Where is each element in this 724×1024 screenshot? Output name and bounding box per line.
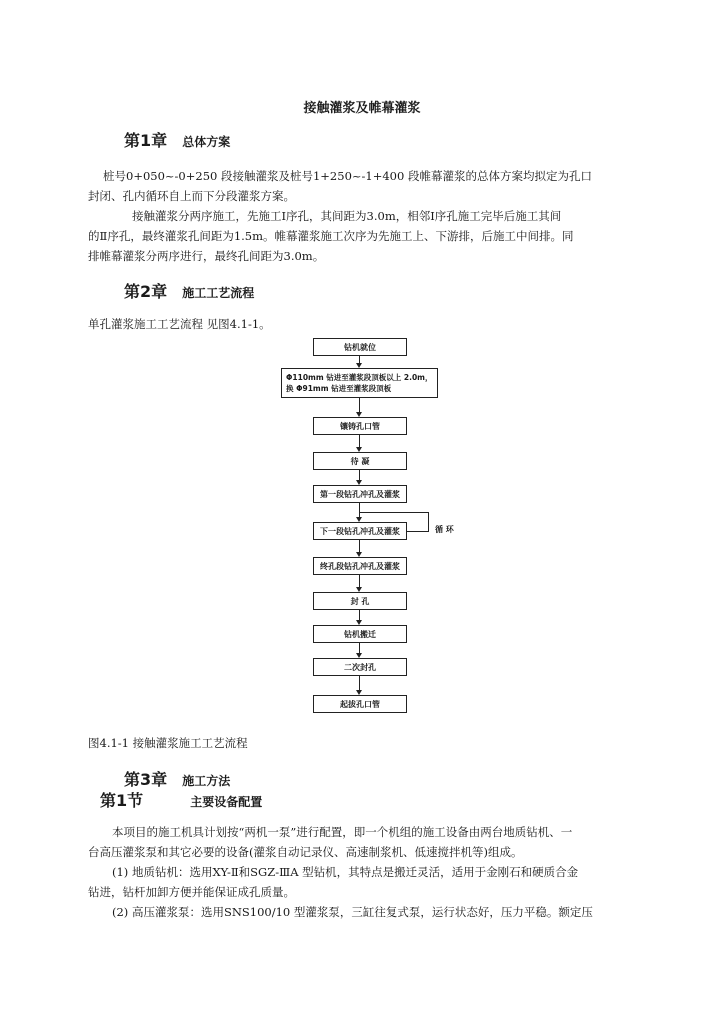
chapter-1-line-2: 封闭、孔内循环自上而下分段灌浆方案。 bbox=[88, 189, 295, 203]
figure-caption: 图4.1-1 接触灌浆施工工艺流程 bbox=[88, 736, 248, 750]
section-1-line-1: 本项目的施工机具计划按“两机一泵”进行配置，即一个机组的施工设备由两台地质钻机、一 bbox=[112, 825, 573, 839]
chapter-3-title: 施工方法 bbox=[182, 774, 231, 788]
chapter-3-heading bbox=[124, 767, 230, 790]
chapter-2-intro: 单孔灌浆施工工艺流程 见图4.1-1。 bbox=[88, 317, 271, 331]
chapter-1-line-4: 的Ⅱ序孔，最终灌浆孔间距为1.5m。帷幕灌浆施工次序为先施工上、下游排，后施工中间排。同 bbox=[88, 229, 574, 243]
chapter-2-number: 第2章 bbox=[124, 282, 168, 301]
loop-line-bottom bbox=[407, 531, 429, 532]
chapter-1-title: 总体方案 bbox=[182, 135, 231, 149]
flow-step-10: 二次封孔 bbox=[313, 658, 407, 676]
chapter-2-heading bbox=[124, 279, 254, 302]
flow-step-1: 钻机就位 bbox=[313, 338, 407, 356]
section-1-title: 主要设备配置 bbox=[190, 795, 263, 809]
chapter-3-number: 第3章 bbox=[124, 770, 168, 789]
flow-step-7: 终孔段钻孔冲孔及灌浆 bbox=[313, 557, 407, 575]
section-1-line-2: 台高压灌浆泵和其它必要的设备(灌浆自动记录仪、高速制浆机、低速搅拌机等)组成。 bbox=[88, 845, 523, 859]
flow-step-11: 起拔孔口管 bbox=[313, 695, 407, 713]
flow-step-4: 待 凝 bbox=[313, 452, 407, 470]
flow-step-9: 钻机搬迁 bbox=[313, 625, 407, 643]
flow-step-3: 镶铸孔口管 bbox=[313, 417, 407, 435]
section-1-heading bbox=[100, 788, 262, 811]
flow-step-2 bbox=[281, 368, 438, 398]
loop-line-top bbox=[360, 512, 429, 513]
flow-step-8: 封 孔 bbox=[313, 592, 407, 610]
flow-step-2-line-2: 换 Φ91mm 钻进至灌浆段顶板 bbox=[286, 384, 392, 393]
section-1-line-4: 钻进，钻杆加卸方便并能保证成孔质量。 bbox=[88, 885, 295, 899]
flow-step-5: 第一段钻孔冲孔及灌浆 bbox=[313, 485, 407, 503]
loop-label: 循 环 bbox=[435, 525, 454, 534]
chapter-1-line-3: 接触灌浆分两序施工，先施工Ⅰ序孔，其间距为3.0m，相邻Ⅰ序孔施工完毕后施工其间 bbox=[132, 209, 562, 223]
chapter-1-line-1: 桩号0+050~-0+250 段接触灌浆及桩号1+250~-1+400 段帷幕灌浆的总体方案均拟定为孔口 bbox=[103, 169, 592, 183]
chapter-1-heading bbox=[124, 128, 230, 151]
loop-line-vertical bbox=[428, 512, 429, 532]
flow-step-2-line-1: Φ110mm 钻进至灌浆段顶板以上 2.0m， bbox=[286, 373, 433, 382]
flow-step-6: 下一段钻孔冲孔及灌浆 bbox=[313, 522, 407, 540]
document-title: 接触灌浆及帷幕灌浆 bbox=[303, 101, 421, 116]
chapter-1-number: 第1章 bbox=[124, 131, 168, 150]
section-1-number: 第1节 bbox=[100, 791, 144, 810]
chapter-1-line-5: 排帷幕灌浆分两序进行，最终孔间距为3.0m。 bbox=[88, 249, 325, 263]
section-1-line-3: (1) 地质钻机：选用XY-Ⅱ和SGZ-ⅢA 型钻机，其特点是搬迁灵活，适用于金刚石和硬质合金 bbox=[112, 865, 579, 879]
chapter-2-title: 施工工艺流程 bbox=[182, 286, 255, 300]
section-1-line-5: (2) 高压灌浆泵：选用SNS100/10 型灌浆泵，三缸往复式泵，运行状态好，压力平稳。额定压 bbox=[112, 905, 593, 919]
